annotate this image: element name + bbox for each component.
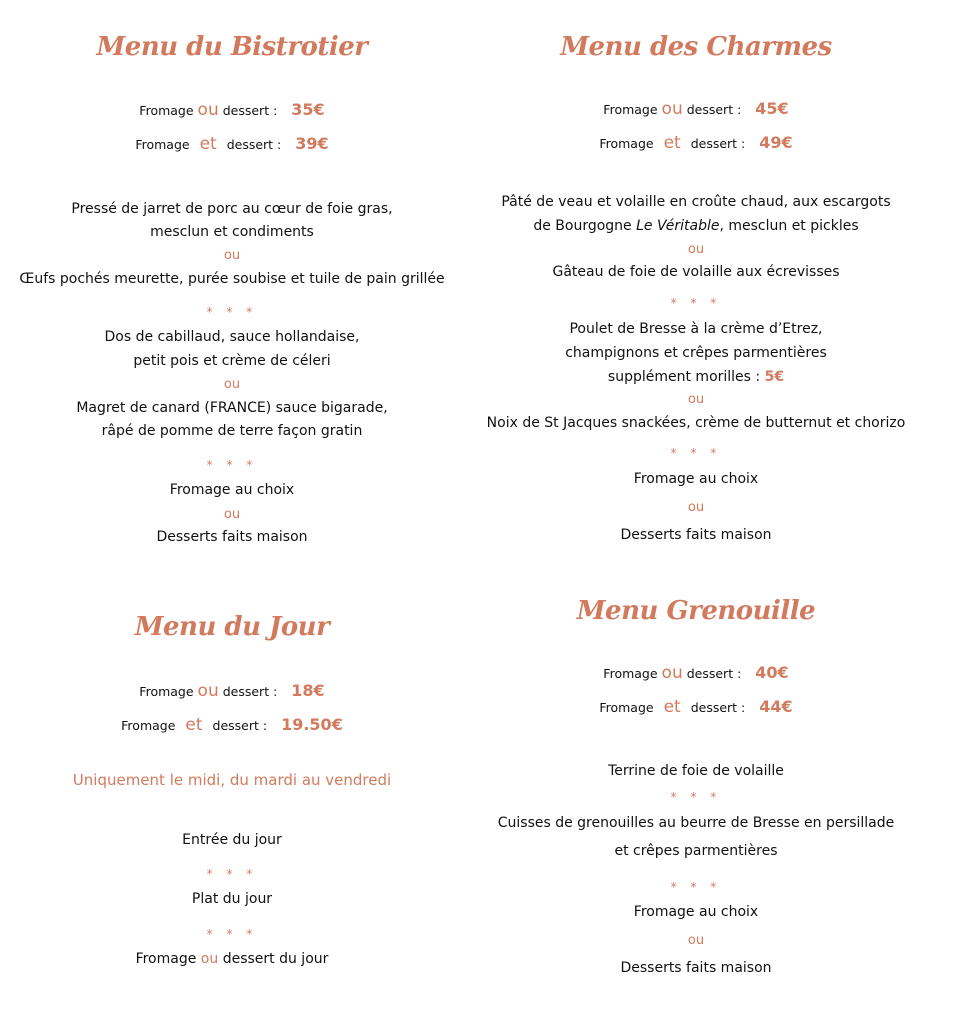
dish: Desserts faits maison (156, 529, 308, 545)
price-value: 40€ (755, 663, 789, 682)
dish: Pressé de jarret de porc au cœur de foie gras, (71, 201, 393, 217)
dish: petit pois et crème de céleri (133, 353, 331, 369)
dish: champignons et crêpes parmentières (565, 345, 827, 361)
dish: Poulet de Bresse à la crème d’Etrez, (569, 321, 823, 337)
stars-separator: * * * (670, 446, 722, 460)
dish: Fromage au choix (633, 471, 759, 487)
ou-separator: ou (687, 242, 705, 257)
dish: supplément morilles : 5€ (607, 369, 785, 385)
dish: de Bourgogne Le Véritable, mesclun et pickles (533, 218, 859, 234)
price-et: Fromage et dessert : 49€ (599, 133, 793, 153)
price-ou: Fromage ou dessert : 18€ (139, 681, 325, 701)
price-value: 44€ (759, 697, 793, 716)
menu-title: Menu Grenouille (576, 596, 816, 626)
dish: Œufs pochés meurette, purée soubise et tuile de pain grillée (19, 271, 445, 287)
dish: Plat du jour (191, 891, 273, 907)
dish: Entrée du jour (182, 832, 282, 848)
price-value: 49€ (759, 133, 793, 152)
menu-title: Menu du Jour (134, 612, 330, 642)
dish: Dos de cabillaud, sauce hollandaise, (104, 329, 360, 345)
ou-separator: ou (687, 500, 705, 515)
menu-title: Menu des Charmes (560, 32, 832, 62)
menu-grenouille (464, 564, 928, 1004)
price-ou: Fromage ou dessert : 40€ (603, 663, 789, 683)
ou-separator: ou (687, 933, 705, 948)
dish: Fromage au choix (633, 904, 759, 920)
ou-separator: ou (687, 392, 705, 407)
dish: Desserts faits maison (620, 527, 772, 543)
dish: Fromage au choix (169, 482, 295, 498)
price-ou: Fromage ou dessert : 35€ (139, 100, 325, 120)
price-value: 35€ (291, 100, 325, 119)
price-value: 18€ (291, 681, 325, 700)
price-et: Fromage et dessert : 44€ (599, 697, 793, 717)
stars-separator: * * * (206, 867, 258, 881)
menu-bistrotier (0, 0, 464, 560)
dish: Gâteau de foie de volaille aux écrevisses (552, 264, 840, 280)
price-et: Fromage et dessert : 39€ (135, 134, 329, 154)
stars-separator: * * * (670, 296, 722, 310)
stars-separator: * * * (206, 305, 258, 319)
dish: Desserts faits maison (620, 960, 772, 976)
ou-separator: ou (223, 377, 241, 392)
dish: Cuisses de grenouilles au beurre de Bresse en persillade (497, 815, 895, 831)
price-ou: Fromage ou dessert : 45€ (603, 99, 789, 119)
dish: Noix de St Jacques snackées, crème de butternut et chorizo (486, 415, 906, 431)
dish: Terrine de foie de volaille (608, 763, 784, 779)
dish: Pâté de veau et volaille en croûte chaud, aux escargots (501, 194, 891, 210)
menu-charmes (464, 0, 928, 560)
dish: Fromage ou dessert du jour (135, 951, 329, 967)
dish: râpé de pomme de terre façon gratin (101, 423, 363, 439)
stars-separator: * * * (206, 458, 258, 472)
dish: Magret de canard (FRANCE) sauce bigarade, (76, 400, 388, 416)
price-et: Fromage et dessert : 19.50€ (121, 715, 343, 735)
price-value: 45€ (755, 99, 789, 118)
menu-title: Menu du Bistrotier (96, 32, 368, 62)
dish: mesclun et condiments (150, 224, 314, 240)
availability-note: Uniquement le midi, du mardi au vendredi (72, 771, 392, 789)
stars-separator: * * * (670, 880, 722, 894)
price-value: 19.50€ (281, 715, 343, 734)
stars-separator: * * * (206, 927, 258, 941)
price-value: 39€ (295, 134, 329, 153)
stars-separator: * * * (670, 790, 722, 804)
dish: et crêpes parmentières (614, 843, 778, 859)
ou-separator: ou (223, 248, 241, 263)
ou-separator: ou (223, 507, 241, 522)
menu-jour (0, 580, 464, 1000)
